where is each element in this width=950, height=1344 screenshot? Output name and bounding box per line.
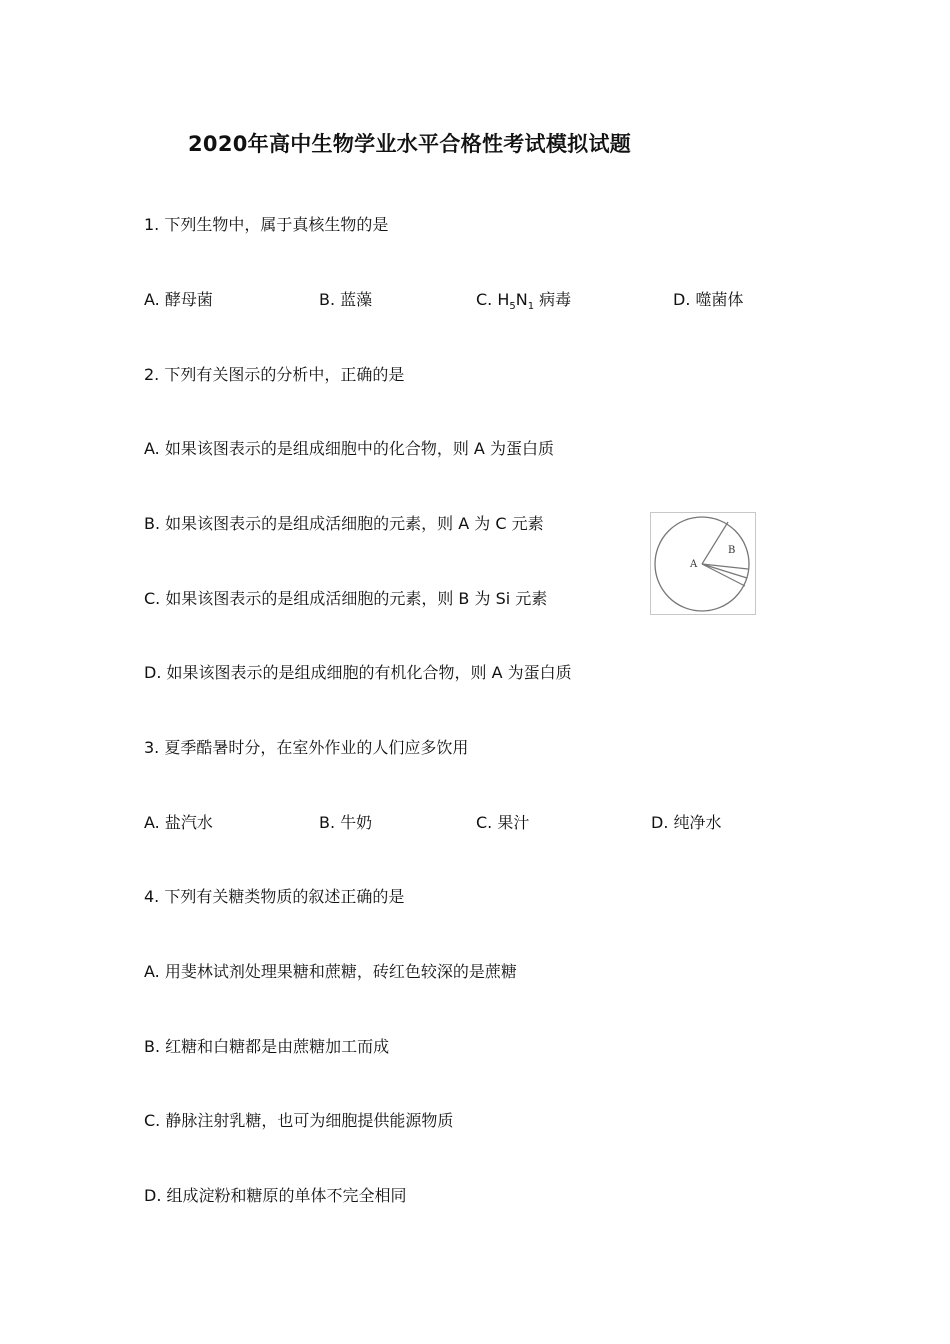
- question-2-option-d: D. 如果该图表示的是组成细胞的有机化合物，则 A 为蛋白质: [144, 663, 572, 682]
- question-1-option-d: D. 噬菌体: [673, 290, 744, 309]
- pie-divider-1: [702, 522, 728, 564]
- pie-label-b: B: [728, 545, 736, 556]
- option-c-prefix: C. H: [476, 290, 510, 309]
- pie-diagram-figure: [650, 512, 756, 615]
- question-2-stem: 2. 下列有关图示的分析中，正确的是: [144, 365, 405, 384]
- question-4-stem: 4. 下列有关糖类物质的叙述正确的是: [144, 887, 405, 906]
- question-3-option-d: D. 纯净水: [651, 813, 722, 832]
- question-3-option-c: C. 果汁: [476, 813, 530, 832]
- pie-diagram: [651, 513, 755, 614]
- pie-label-a: A: [690, 559, 698, 570]
- question-4-option-d: D. 组成淀粉和糖原的单体不完全相同: [144, 1186, 407, 1205]
- page-title: 2020年高中生物学业水平合格性考试模拟试题: [188, 132, 632, 156]
- option-c-mid: N: [515, 290, 528, 309]
- question-4-option-a: A. 用斐林试剂处理果糖和蔗糖，砖红色较深的是蔗糖: [144, 962, 517, 981]
- option-c-suffix: 病毒: [534, 290, 572, 309]
- question-2-option-b: B. 如果该图表示的是组成活细胞的元素，则 A 为 C 元素: [144, 514, 544, 533]
- question-2-option-c: C. 如果该图表示的是组成活细胞的元素，则 B 为 Si 元素: [144, 589, 548, 608]
- question-1-option-a: A. 酵母菌: [144, 290, 213, 309]
- option-c-subscript-2: 1: [527, 301, 535, 312]
- question-4-option-c: C. 静脉注射乳糖，也可为细胞提供能源物质: [144, 1111, 454, 1130]
- question-1-option-b: B. 蓝藻: [319, 290, 373, 309]
- question-4-option-b: B. 红糖和白糖都是由蔗糖加工而成: [144, 1037, 390, 1056]
- option-c-subscript-1: 5: [509, 301, 516, 312]
- question-3-stem: 3. 夏季酷暑时分，在室外作业的人们应多饮用: [144, 738, 469, 757]
- question-3-option-a: A. 盐汽水: [144, 813, 213, 832]
- question-3-option-b: B. 牛奶: [319, 813, 373, 832]
- question-2-option-a: A. 如果该图表示的是组成细胞中的化合物，则 A 为蛋白质: [144, 439, 554, 458]
- question-1-stem: 1. 下列生物中，属于真核生物的是: [144, 215, 389, 234]
- question-1-option-c: [476, 289, 571, 311]
